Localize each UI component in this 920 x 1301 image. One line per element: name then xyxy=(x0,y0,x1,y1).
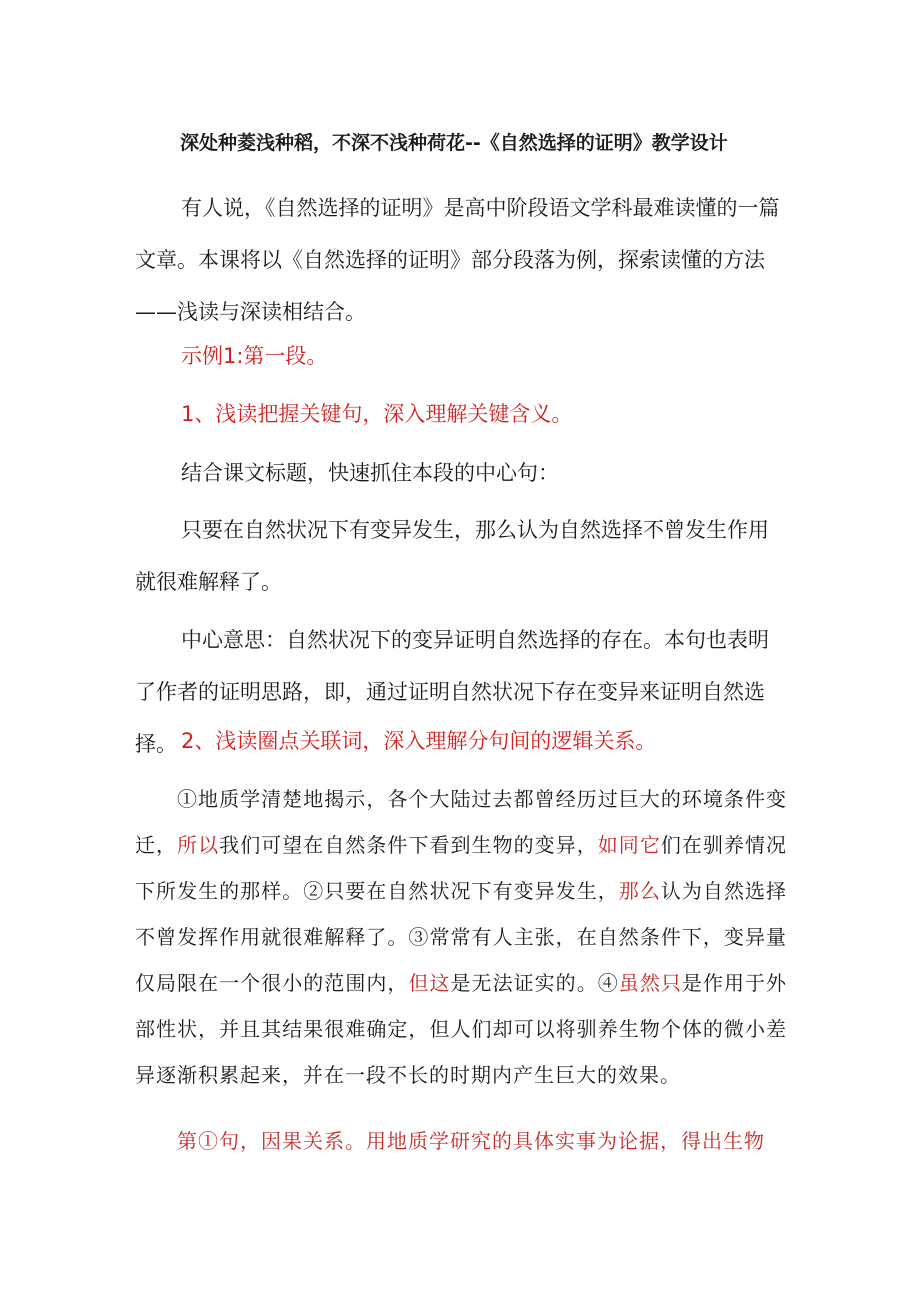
analysis-paragraph: 第①句，因果关系。用地质学研究的具体实事为论据，得出生物 xyxy=(177,1129,765,1153)
center-sentence: 只要在自然状况下有变异发生，那么认为自然选择不曾发生作用就很难解释了。 xyxy=(135,518,769,594)
passage-text: 是作用于外部性状，并且其结果很难确定，但人们却可以将驯养生物个体的微小差异逐渐积累起来，并在一段不长的时期内产生巨大的效果。 xyxy=(135,971,788,1087)
connective-word: 但这 xyxy=(408,971,451,995)
center-meaning: 中心意思：自然状况下的变异证明自然选择的存在。本句也表明了作者的证明思路，即，通过证明自然状况下存在变异来证明自然选择。 xyxy=(135,628,769,756)
example-heading: 示例1:第一段。 xyxy=(181,344,328,368)
passage-text: 我们可望在自然条件下看到生物的变异， xyxy=(219,833,598,857)
document-title: 深处种菱浅种稻，不深不浅种荷花--《自然选择的证明》教学设计 xyxy=(180,132,728,154)
passage-text: 认为自然选择不曾发挥作用就很难解释了。③常常有人主张，在自然条件下，变异量仅局限在一个很小的范围内， xyxy=(135,879,788,995)
connective-word: 如同它 xyxy=(597,833,661,857)
step-2-heading: 2、浅读圈点关联词，深入理解分句间的逻辑关系。 xyxy=(181,729,657,753)
passage-paragraph xyxy=(135,776,787,1098)
step-1-heading: 1、浅读把握关键句，深入理解关键含义。 xyxy=(181,402,573,426)
connective-word: 那么 xyxy=(618,879,661,903)
intro-paragraph: 有人说，《自然选择的证明》是高中阶段语文学科最难读懂的一篇文章。本课将以《自然选择的证明》部分段落为例，探索读懂的方法——浅读与深读相结合。 xyxy=(135,196,780,324)
passage-text: 是无法证实的。④ xyxy=(450,971,619,995)
passage-text: ①地质学清楚地揭示，各个大陆过去都曾经历过巨大的环境条件变迁， xyxy=(135,787,787,857)
connective-word: 虽然只 xyxy=(618,971,682,995)
step-1-hint: 结合课文标题，快速抓住本段的中心句： xyxy=(181,461,559,485)
connective-word: 所以 xyxy=(177,833,220,857)
passage-text: 们在驯养情况下所发生的那样。②只要在自然状况下有变异发生， xyxy=(135,833,788,903)
